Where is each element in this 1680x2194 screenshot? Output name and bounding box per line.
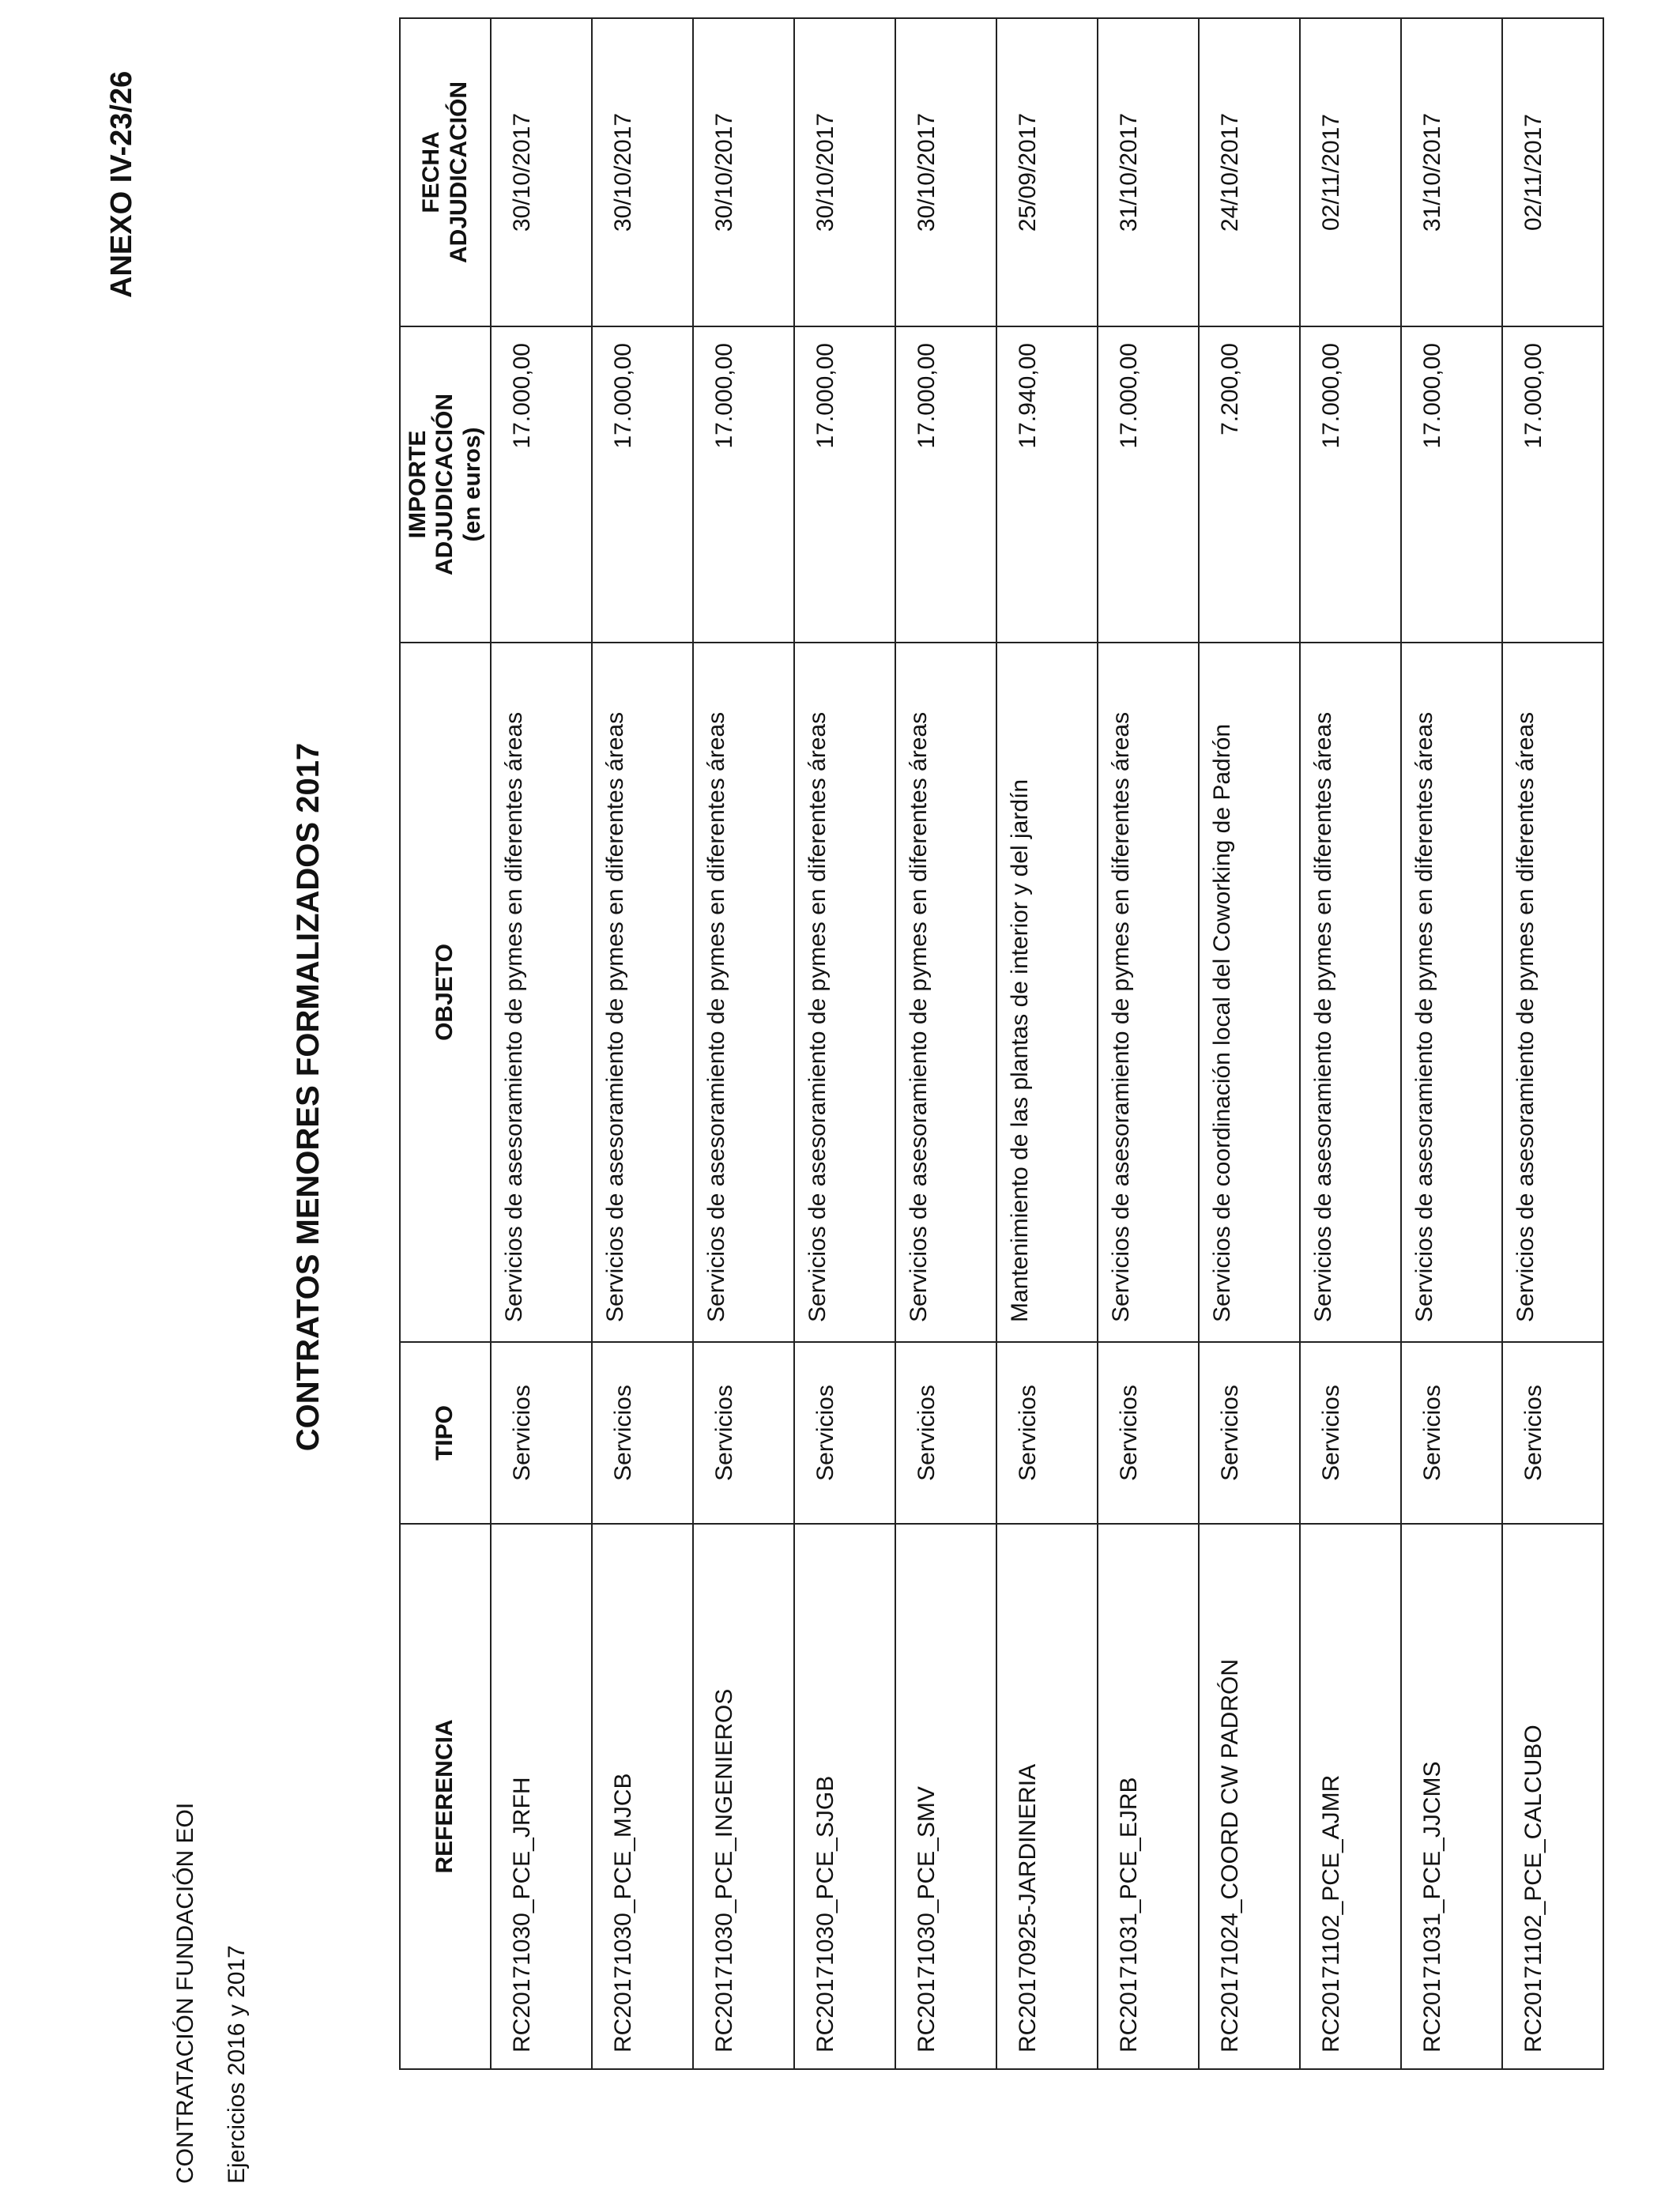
- cell-objeto-text: Servicios de asesoramiento de pymes en diferentes áreas: [1310, 711, 1336, 1322]
- cell-fecha-text: 24/10/2017: [1217, 112, 1243, 232]
- cell-importe: [491, 326, 592, 643]
- cell-fecha-text: 30/10/2017: [610, 112, 636, 232]
- table-row: [1098, 18, 1199, 2069]
- cell-tipo-text: Servicios: [610, 1385, 636, 1481]
- cell-fecha-text: 02/11/2017: [1520, 114, 1546, 231]
- cell-objeto-text: Servicios de coordinación local del Coworking de Padrón: [1209, 723, 1235, 1322]
- cell-objeto-text: Servicios de asesoramiento de pymes en diferentes áreas: [1512, 711, 1539, 1322]
- cell-importe-text: 17.000,00: [1116, 343, 1142, 449]
- cell-fecha-text: 02/11/2017: [1318, 114, 1344, 231]
- cell-tipo-text: Servicios: [1116, 1385, 1142, 1481]
- cell-objeto: [996, 643, 1098, 1342]
- table-row: [1502, 18, 1603, 2069]
- cell-tipo: [491, 1342, 592, 1524]
- cell-objeto: [1199, 643, 1300, 1342]
- cell-referencia: [1199, 1524, 1300, 2069]
- column-header-fecha: [400, 18, 491, 326]
- cell-importe: [1502, 326, 1603, 643]
- organization-header: CONTRATACIÓN FUNDACIÓN EOI: [172, 1802, 198, 2184]
- contracts-table: [399, 17, 1604, 2070]
- cell-referencia: [1300, 1524, 1401, 2069]
- cell-objeto: [1401, 643, 1502, 1342]
- years-subheader: Ejercicios 2016 y 2017: [224, 1945, 250, 2184]
- table-row: [1401, 18, 1502, 2069]
- cell-objeto-text: Servicios de asesoramiento de pymes en diferentes áreas: [602, 711, 628, 1322]
- cell-objeto: [1098, 643, 1199, 1342]
- cell-tipo: [1199, 1342, 1300, 1524]
- cell-fecha: [693, 18, 794, 326]
- annex-label: ANEXO IV-23/26: [105, 70, 138, 298]
- table-row: [491, 18, 592, 2069]
- cell-tipo-text: Servicios: [1419, 1385, 1445, 1481]
- cell-referencia-text: RC20170925-JARDINERIA: [1015, 1763, 1041, 2053]
- cell-tipo: [693, 1342, 794, 1524]
- cell-referencia-text: RC20171031_PCE_EJRB: [1116, 1777, 1142, 2053]
- cell-tipo-text: Servicios: [1318, 1385, 1344, 1481]
- cell-importe-text: 7.200,00: [1217, 343, 1243, 435]
- cell-referencia: [794, 1524, 895, 2069]
- fecha-header-line-2: ADJUDICACIÓN: [445, 81, 472, 264]
- cell-importe: [693, 326, 794, 643]
- cell-importe: [1098, 326, 1199, 643]
- cell-referencia: [1098, 1524, 1199, 2069]
- cell-objeto: [693, 643, 794, 1342]
- cell-fecha-text: 30/10/2017: [711, 112, 737, 232]
- cell-fecha: [1502, 18, 1603, 326]
- cell-objeto-text: Servicios de asesoramiento de pymes en diferentes áreas: [1411, 711, 1437, 1322]
- cell-importe-text: 17.000,00: [610, 343, 636, 449]
- column-header-tipo: TIPO: [400, 1342, 491, 1524]
- cell-tipo: [1502, 1342, 1603, 1524]
- cell-tipo-text: Servicios: [711, 1385, 737, 1481]
- cell-referencia: [592, 1524, 693, 2069]
- cell-objeto-text: Servicios de asesoramiento de pymes en diferentes áreas: [703, 711, 729, 1322]
- cell-referencia: [1502, 1524, 1603, 2069]
- cell-importe: [794, 326, 895, 643]
- cell-referencia: [1401, 1524, 1502, 2069]
- cell-importe-text: 17.000,00: [711, 343, 737, 449]
- cell-importe: [1300, 326, 1401, 643]
- cell-tipo-text: Servicios: [509, 1385, 535, 1481]
- cell-referencia-text: RC20171102_PCE_CALCUBO: [1520, 1725, 1546, 2053]
- cell-referencia-text: RC20171031_PCE_JJCMS: [1419, 1761, 1445, 2053]
- cell-objeto: [1300, 643, 1401, 1342]
- cell-importe-text: 17.000,00: [913, 343, 940, 449]
- cell-tipo-text: Servicios: [1217, 1385, 1243, 1481]
- cell-fecha: [895, 18, 996, 326]
- table-row: [996, 18, 1098, 2069]
- cell-referencia: [895, 1524, 996, 2069]
- cell-importe-text: 17.000,00: [1520, 343, 1546, 449]
- cell-importe: [996, 326, 1098, 643]
- column-header-referencia: REFERENCIA: [400, 1524, 491, 2069]
- table-row: [895, 18, 996, 2069]
- table-header-row: [400, 18, 491, 2069]
- cell-fecha: [491, 18, 592, 326]
- cell-importe: [1401, 326, 1502, 643]
- cell-tipo: [1098, 1342, 1199, 1524]
- cell-fecha: [1300, 18, 1401, 326]
- cell-fecha: [592, 18, 693, 326]
- cell-fecha-text: 30/10/2017: [509, 112, 535, 232]
- cell-objeto: [491, 643, 592, 1342]
- cell-fecha-text: 31/10/2017: [1419, 112, 1445, 232]
- cell-importe: [592, 326, 693, 643]
- cell-importe-text: 17.000,00: [1419, 343, 1445, 449]
- cell-tipo: [1401, 1342, 1502, 1524]
- cell-importe-text: 17.000,00: [1318, 343, 1344, 449]
- cell-objeto: [895, 643, 996, 1342]
- cell-referencia: [996, 1524, 1098, 2069]
- importe-header-line-3: (en euros): [458, 427, 485, 542]
- cell-importe-text: 17.000,00: [812, 343, 838, 449]
- cell-tipo-text: Servicios: [1015, 1385, 1041, 1481]
- cell-objeto: [794, 643, 895, 1342]
- importe-header-line-2: ADJUDICACIÓN: [431, 394, 458, 576]
- cell-objeto-text: Servicios de asesoramiento de pymes en diferentes áreas: [1108, 711, 1134, 1322]
- cell-referencia-text: RC20171024_COORD CW PADRÓN: [1217, 1659, 1243, 2053]
- cell-referencia-text: RC20171030_PCE_MJCB: [610, 1773, 636, 2053]
- cell-referencia-text: RC20171102_PCE_AJMR: [1318, 1774, 1344, 2053]
- cell-tipo-text: Servicios: [913, 1385, 940, 1481]
- cell-referencia: [491, 1524, 592, 2069]
- cell-tipo-text: Servicios: [812, 1385, 838, 1481]
- cell-referencia-text: RC20171030_PCE_SMV: [913, 1786, 940, 2053]
- cell-importe-text: 17.000,00: [509, 343, 535, 449]
- cell-importe: [895, 326, 996, 643]
- cell-fecha: [1199, 18, 1300, 326]
- cell-objeto: [592, 643, 693, 1342]
- importe-header-line-1: IMPORTE: [404, 430, 431, 539]
- cell-fecha-text: 31/10/2017: [1116, 112, 1142, 232]
- table-row: [1300, 18, 1401, 2069]
- page-title: CONTRATOS MENORES FORMALIZADOS 2017: [291, 742, 326, 1452]
- table-row: [592, 18, 693, 2069]
- cell-tipo-text: Servicios: [1520, 1385, 1546, 1481]
- cell-tipo: [592, 1342, 693, 1524]
- cell-fecha: [1401, 18, 1502, 326]
- cell-fecha-text: 30/10/2017: [913, 112, 940, 232]
- table-row: [794, 18, 895, 2069]
- fecha-header-line-1: FECHA: [418, 131, 444, 213]
- cell-fecha: [794, 18, 895, 326]
- cell-fecha: [996, 18, 1098, 326]
- cell-objeto-text: Mantenimiento de las plantas de interior y del jardín: [1007, 778, 1033, 1322]
- cell-objeto-text: Servicios de asesoramiento de pymes en diferentes áreas: [906, 711, 932, 1322]
- table-row: [693, 18, 794, 2069]
- cell-importe-text: 17.940,00: [1015, 343, 1041, 449]
- cell-referencia: [693, 1524, 794, 2069]
- column-header-importe: [400, 326, 491, 643]
- cell-referencia-text: RC20171030_PCE_INGENIEROS: [711, 1688, 737, 2053]
- cell-fecha: [1098, 18, 1199, 326]
- cell-importe: [1199, 326, 1300, 643]
- cell-tipo: [1300, 1342, 1401, 1524]
- cell-fecha-text: 30/10/2017: [812, 112, 838, 232]
- cell-referencia-text: RC20171030_PCE_JRFH: [509, 1777, 535, 2053]
- cell-tipo: [895, 1342, 996, 1524]
- cell-objeto-text: Servicios de asesoramiento de pymes en diferentes áreas: [501, 711, 527, 1322]
- cell-objeto-text: Servicios de asesoramiento de pymes en diferentes áreas: [804, 711, 831, 1322]
- cell-tipo: [996, 1342, 1098, 1524]
- cell-tipo: [794, 1342, 895, 1524]
- cell-referencia-text: RC20171030_PCE_SJGB: [812, 1775, 838, 2053]
- cell-fecha-text: 25/09/2017: [1015, 112, 1041, 232]
- column-header-objeto: OBJETO: [400, 643, 491, 1342]
- cell-objeto: [1502, 643, 1603, 1342]
- table-body: [491, 18, 1603, 2069]
- table-row: [1199, 18, 1300, 2069]
